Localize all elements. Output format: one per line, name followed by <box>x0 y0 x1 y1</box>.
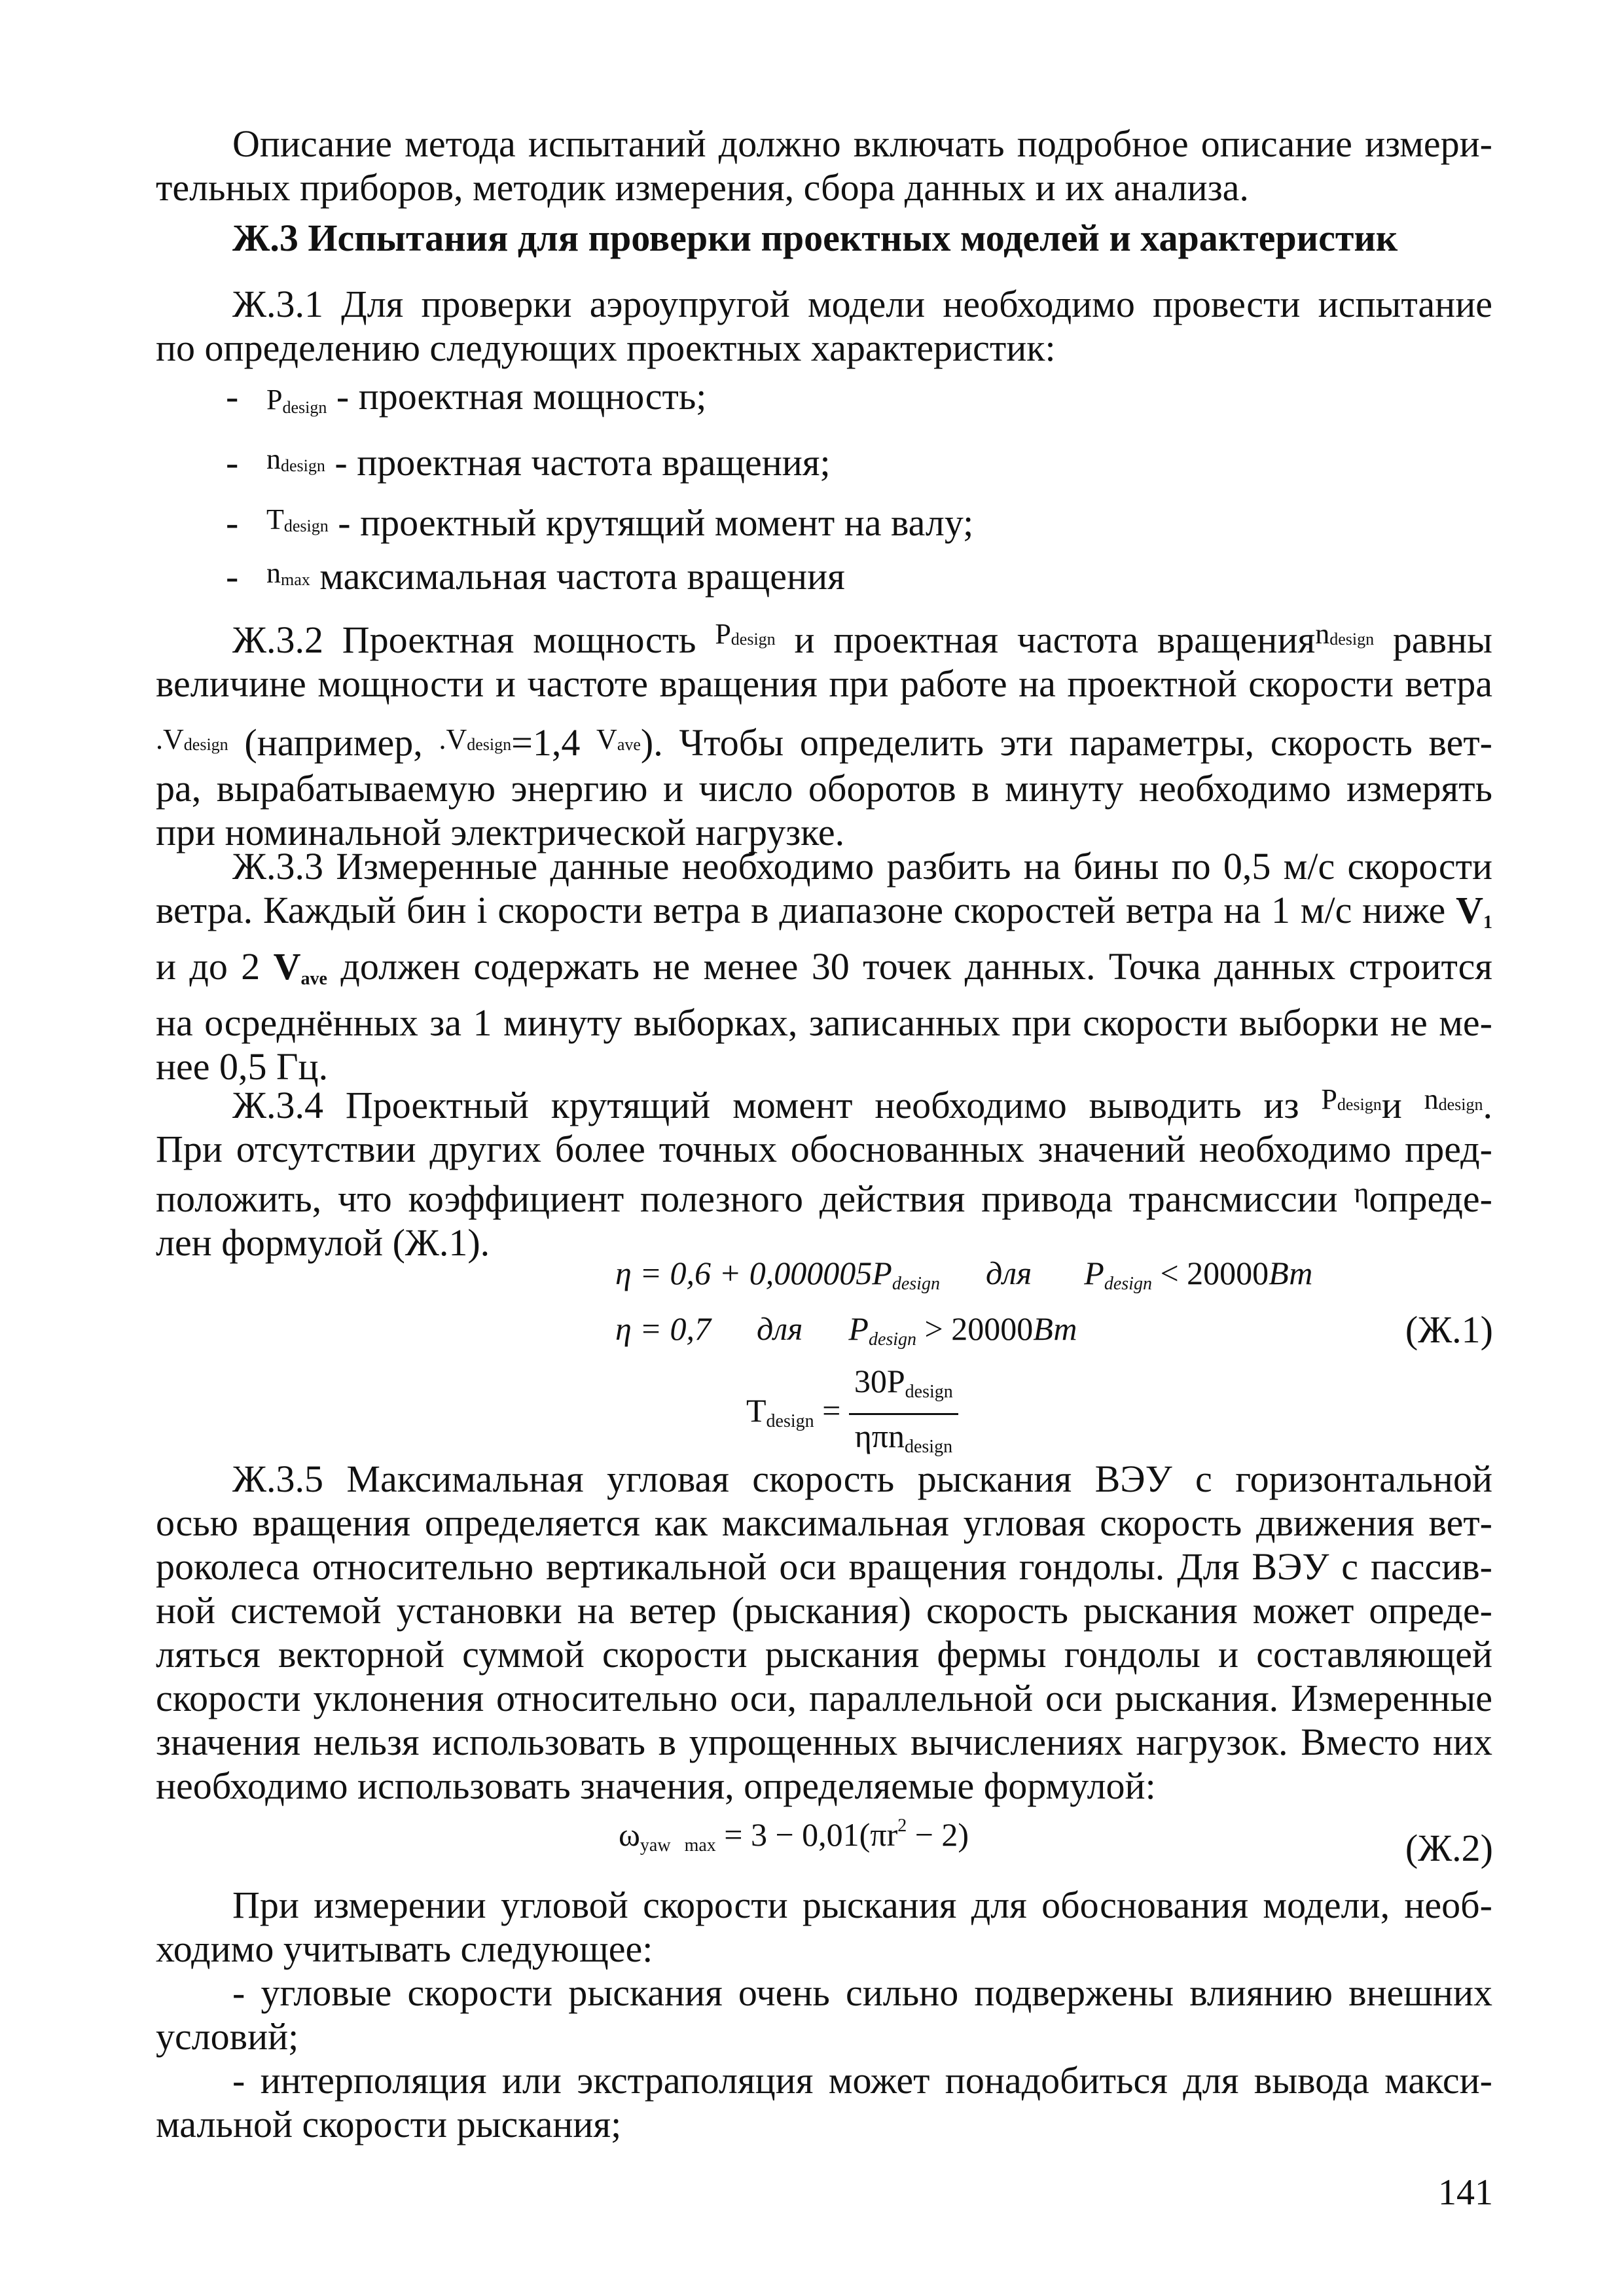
text-line: ной системой установки на ветер (рыскания) скорость рыскания может опреде- <box>156 1589 1492 1632</box>
text-line: Ж.3.5 Максимальная угловая скорость рыскания ВЭУ с горизонтальной <box>232 1458 1492 1500</box>
text-line: Ж.3.3 Измеренные данные необходимо разбить на бины по 0,5 м/с скорости <box>232 845 1492 888</box>
text-line: Описание метода испытаний должно включать подробное описание измери- <box>232 122 1492 165</box>
text-line: роколеса относительно вертикальной оси вращения гондолы. Для ВЭУ с пассив- <box>156 1545 1492 1588</box>
text-line: При отсутствии других более точных обоснованных значений необходимо пред- <box>156 1128 1492 1170</box>
text-line: условий; <box>156 2015 299 2058</box>
text-line: тельных приборов, методик измерения, сбора данных и их анализа. <box>156 166 1249 209</box>
text-line: Ж.3.2 Проектная мощность $^P_{design}$ и проектная частота вращения$^n_{design}$ равны <box>232 618 1493 661</box>
section-3-5-paragraph <box>156 1457 1492 1808</box>
text-line: положить, что коэффициент полезного действия привода трансмиссии $^\eta$опреде- <box>156 1177 1492 1220</box>
text-line: мальной скорости рыскания; <box>156 2103 622 2145</box>
text-line: осью вращения определяется как максимальная угловая скорость движения вет- <box>156 1501 1492 1544</box>
text-line: значения нельзя использовать в упрощенных вычислениях нагрузок. Вместо них <box>156 1721 1492 1763</box>
text-line: при номинальной электрической нагрузке. <box>156 811 845 853</box>
text-line: необходимо использовать значения, определяемые формулой: <box>156 1765 1156 1807</box>
section-3-2-paragraph <box>156 612 1492 854</box>
text-line: величине мощности и частоте вращения при работе на проектной скорости ветра <box>156 662 1492 705</box>
section-heading: Ж.3 Испытания для проверки проектных моделей и характеристик <box>232 217 1398 259</box>
text-line: При измерении угловой скорости рыскания для обоснования модели, необ- <box>232 1884 1492 1926</box>
text-line: ляться векторной суммой скорости рыскания фермы гондолы и составляющей <box>156 1633 1492 1676</box>
text-line: лен формулой (Ж.1). <box>156 1221 490 1264</box>
text-line: и до 2 $V_{ave}$ должен содержать не менее 30 точек данных. Точка данных строится <box>156 945 1492 989</box>
text-line: $.V_{design}$ (например, $.V_{design}=1,4$ $V_{ave}$). Чтобы определить эти параметры, скорость вет- <box>156 721 1492 764</box>
equation-number: (Ж.2) <box>1405 1827 1493 1869</box>
text-line: скорости уклонения относительно оси, параллельной оси рыскания. Измеренные <box>156 1677 1492 1719</box>
intro-paragraph <box>156 122 1492 209</box>
text-line: Ж.3.1 Для проверки аэроупругой модели необходимо провести испытание <box>232 283 1492 325</box>
formula-eta-row-1: $\eta = 0,6 + 0,000005P_{design}$ для $P_{design} < 20000Вт$ <box>615 1255 1313 1294</box>
section-3-3-paragraph <box>156 844 1492 1088</box>
fraction: $\frac{30P_{design}}{\eta\pi n_{design}}$ <box>849 1361 958 1467</box>
formula-torque: $T_{design}$ = $\frac{30P_{design}}{\eta\pi n_{design}}$ <box>746 1361 958 1467</box>
formula-eta-row-2: η = 0,7 для $P_{design} > 20000Вт$ <box>615 1310 1077 1350</box>
text-line: ра, вырабатываемую энергию и число оборотов в минуту необходимо измерять <box>156 767 1492 810</box>
list-item: - $T_{design}$ - проектный крутящий момент на валу; <box>226 501 974 544</box>
page-number: 141 <box>1438 2172 1493 2213</box>
text-line: Ж.3.4 Проектный крутящий момент необходимо выводить из $^P_{design}$и $^n_{design}$. <box>232 1083 1492 1126</box>
section-3-4-paragraph <box>156 1077 1492 1265</box>
formula-omega: $\omega_{yaw max} = 3 - 0,01(\pi r^2 - 2)$ <box>619 1816 969 1856</box>
list-item: - угловые скорости рыскания очень сильно подвержены влиянию внешних <box>232 1971 1492 2014</box>
list-item: - $n_{max}$ максимальная частота вращения <box>226 555 845 598</box>
yaw-rate-paragraph <box>156 1883 1492 2146</box>
text-line: нее 0,5 Гц. <box>156 1045 329 1088</box>
list-item: - $P_{design}$ - проектная мощность; <box>226 375 707 418</box>
equation-number: (Ж.1) <box>1405 1308 1493 1351</box>
text-line: на осреднённых за 1 минуту выборках, записанных при скорости выборки не ме- <box>156 1001 1492 1044</box>
list-item: - интерполяция или экстраполяция может понадобиться для вывода макси- <box>232 2059 1492 2102</box>
list-item: - $n_{design}$ - проектная частота вращения; <box>226 441 831 484</box>
text-line: ветра. Каждый бин i скорости ветра в диапазоне скоростей ветра на 1 м/с ниже $V_1$ <box>156 889 1492 933</box>
section-3-1-paragraph <box>156 282 1492 370</box>
text-line: ходимо учитывать следующее: <box>156 1928 653 1970</box>
text-line: по определению следующих проектных характеристик: <box>156 327 1056 369</box>
